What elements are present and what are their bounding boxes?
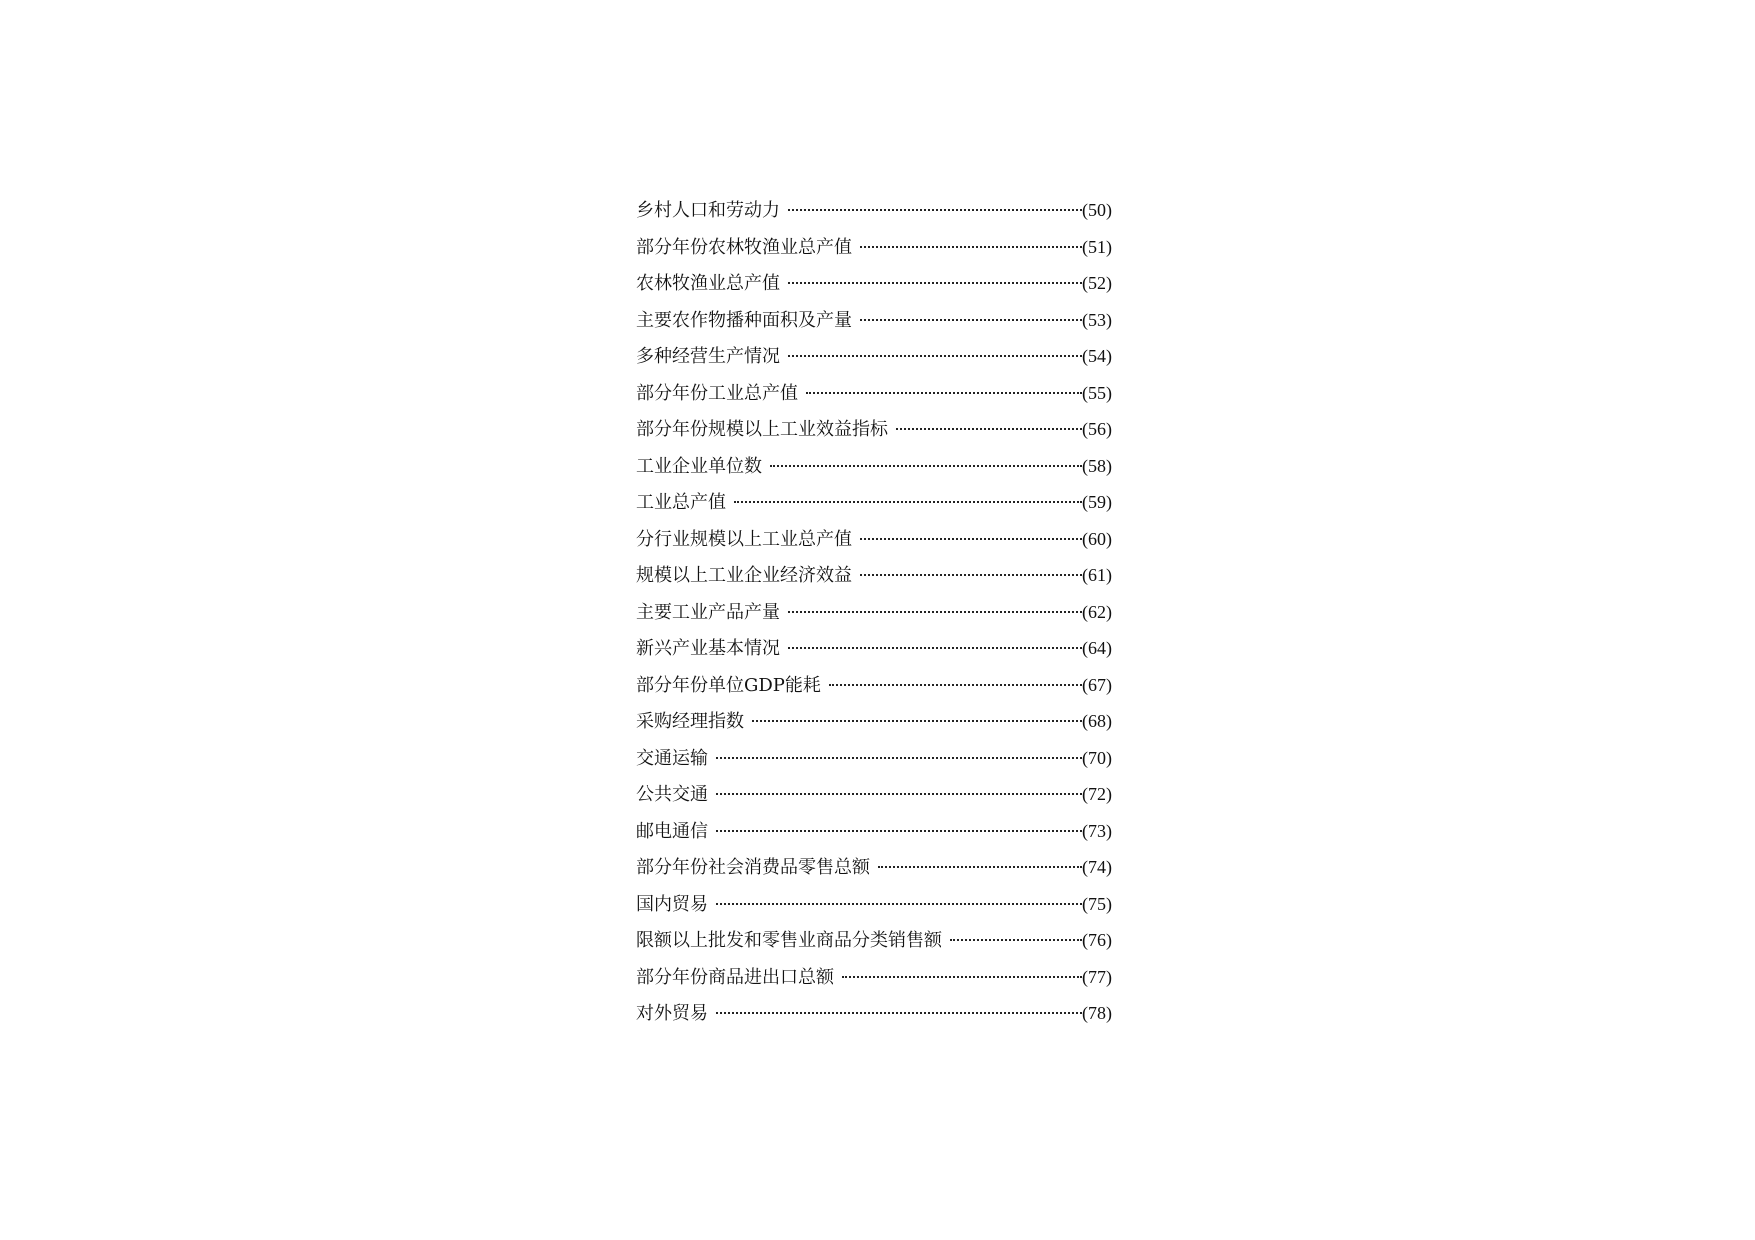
dot-leader	[716, 903, 1082, 905]
toc-entry-page: (73)	[1082, 820, 1112, 841]
toc-entry-title: 多种经营生产情况	[636, 346, 780, 367]
toc-entry[interactable]	[636, 744, 1112, 781]
toc-entry-title: 主要工业产品产量	[636, 601, 780, 623]
toc-entry-title: 部分年份工业总产值	[636, 382, 798, 404]
toc-entry-page: (51)	[1082, 236, 1112, 257]
dot-leader	[716, 830, 1082, 832]
dot-leader	[878, 866, 1082, 868]
toc-entry-page: (68)	[1082, 711, 1112, 731]
toc-entry[interactable]	[636, 707, 1112, 744]
toc-entry[interactable]	[636, 671, 1112, 708]
toc-entry-page: (61)	[1082, 565, 1112, 585]
toc-entry-page: (56)	[1082, 419, 1112, 439]
toc-entry-page: (75)	[1082, 893, 1112, 914]
toc-entry-title: 主要农作物播种面积及产量	[636, 309, 852, 331]
dot-leader	[788, 647, 1082, 649]
toc-entry-title: 乡村人口和劳动力	[636, 200, 780, 221]
toc-entry-page: (55)	[1082, 382, 1112, 403]
toc-entry[interactable]	[636, 963, 1112, 1000]
toc-entry[interactable]	[636, 780, 1112, 817]
toc-entry[interactable]	[636, 488, 1112, 525]
toc-entry-page: (52)	[1082, 273, 1112, 293]
toc-entry-page: (74)	[1082, 857, 1112, 877]
dot-leader	[860, 319, 1082, 321]
dot-leader	[842, 976, 1082, 978]
toc-entry-page: (58)	[1082, 455, 1112, 476]
toc-entry[interactable]	[636, 452, 1112, 489]
toc-entry[interactable]	[636, 890, 1112, 927]
dot-leader	[896, 428, 1082, 430]
toc-entry-title: 国内贸易	[636, 893, 708, 915]
dot-leader	[752, 720, 1082, 722]
toc-entry-page: (78)	[1082, 1003, 1112, 1023]
toc-entry-title: 部分年份单位GDP能耗	[636, 674, 821, 696]
toc-entry[interactable]	[636, 306, 1112, 343]
toc-entry-title: 采购经理指数	[636, 711, 744, 732]
toc-entry-title: 规模以上工业企业经济效益	[636, 565, 852, 586]
toc-entry-page: (59)	[1082, 492, 1112, 512]
toc-entry-page: (77)	[1082, 966, 1112, 987]
toc-entry-title: 工业总产值	[636, 492, 726, 513]
toc-entry-title: 新兴产业基本情况	[636, 638, 780, 659]
dot-leader	[788, 282, 1082, 284]
toc-entry[interactable]	[636, 342, 1112, 379]
toc-entry[interactable]	[636, 634, 1112, 671]
dot-leader	[860, 246, 1082, 248]
dot-leader	[788, 355, 1082, 357]
dot-leader	[716, 757, 1082, 759]
toc-entry-title: 分行业规模以上工业总产值	[636, 528, 852, 550]
toc-entry-title: 交通运输	[636, 747, 708, 769]
toc-entry[interactable]	[636, 999, 1112, 1036]
toc-entry[interactable]	[636, 415, 1112, 452]
toc-entry-page: (64)	[1082, 638, 1112, 658]
toc-entry-title: 邮电通信	[636, 820, 708, 842]
dot-leader	[734, 501, 1082, 503]
toc-entry[interactable]	[636, 926, 1112, 963]
toc-entry-page: (72)	[1082, 784, 1112, 804]
toc-entry-title: 公共交通	[636, 784, 708, 805]
toc-entry-title: 对外贸易	[636, 1003, 708, 1024]
toc-entry-title: 部分年份商品进出口总额	[636, 966, 834, 988]
toc-entry-page: (76)	[1082, 930, 1112, 950]
toc-entry-page: (60)	[1082, 528, 1112, 549]
toc-entry-page: (70)	[1082, 747, 1112, 768]
dot-leader	[860, 574, 1082, 576]
toc-entry-page: (50)	[1082, 200, 1112, 220]
dot-leader	[716, 1012, 1082, 1014]
toc-entry-title: 部分年份社会消费品零售总额	[636, 857, 870, 878]
dot-leader	[829, 684, 1082, 686]
toc-entry[interactable]	[636, 817, 1112, 854]
toc-entry-page: (54)	[1082, 346, 1112, 366]
dot-leader	[788, 209, 1082, 211]
toc-entry[interactable]	[636, 233, 1112, 270]
toc-entry[interactable]	[636, 379, 1112, 416]
toc-entry-title: 限额以上批发和零售业商品分类销售额	[636, 930, 942, 951]
dot-leader	[860, 538, 1082, 540]
toc-entry-page: (53)	[1082, 309, 1112, 330]
toc-entry[interactable]	[636, 853, 1112, 890]
dot-leader	[716, 793, 1082, 795]
toc-entry-title: 工业企业单位数	[636, 455, 762, 477]
toc-entry-page: (67)	[1082, 674, 1112, 695]
dot-leader	[770, 465, 1082, 467]
toc-entry[interactable]	[636, 196, 1112, 233]
table-of-contents	[636, 196, 1112, 1036]
toc-entry[interactable]	[636, 525, 1112, 562]
toc-entry[interactable]	[636, 561, 1112, 598]
toc-entry-page: (62)	[1082, 601, 1112, 622]
dot-leader	[950, 939, 1082, 941]
toc-entry-title: 部分年份规模以上工业效益指标	[636, 419, 888, 440]
toc-entry[interactable]	[636, 598, 1112, 635]
dot-leader	[806, 392, 1082, 394]
toc-entry[interactable]	[636, 269, 1112, 306]
toc-entry-title: 部分年份农林牧渔业总产值	[636, 236, 852, 258]
dot-leader	[788, 611, 1082, 613]
toc-entry-title: 农林牧渔业总产值	[636, 273, 780, 294]
